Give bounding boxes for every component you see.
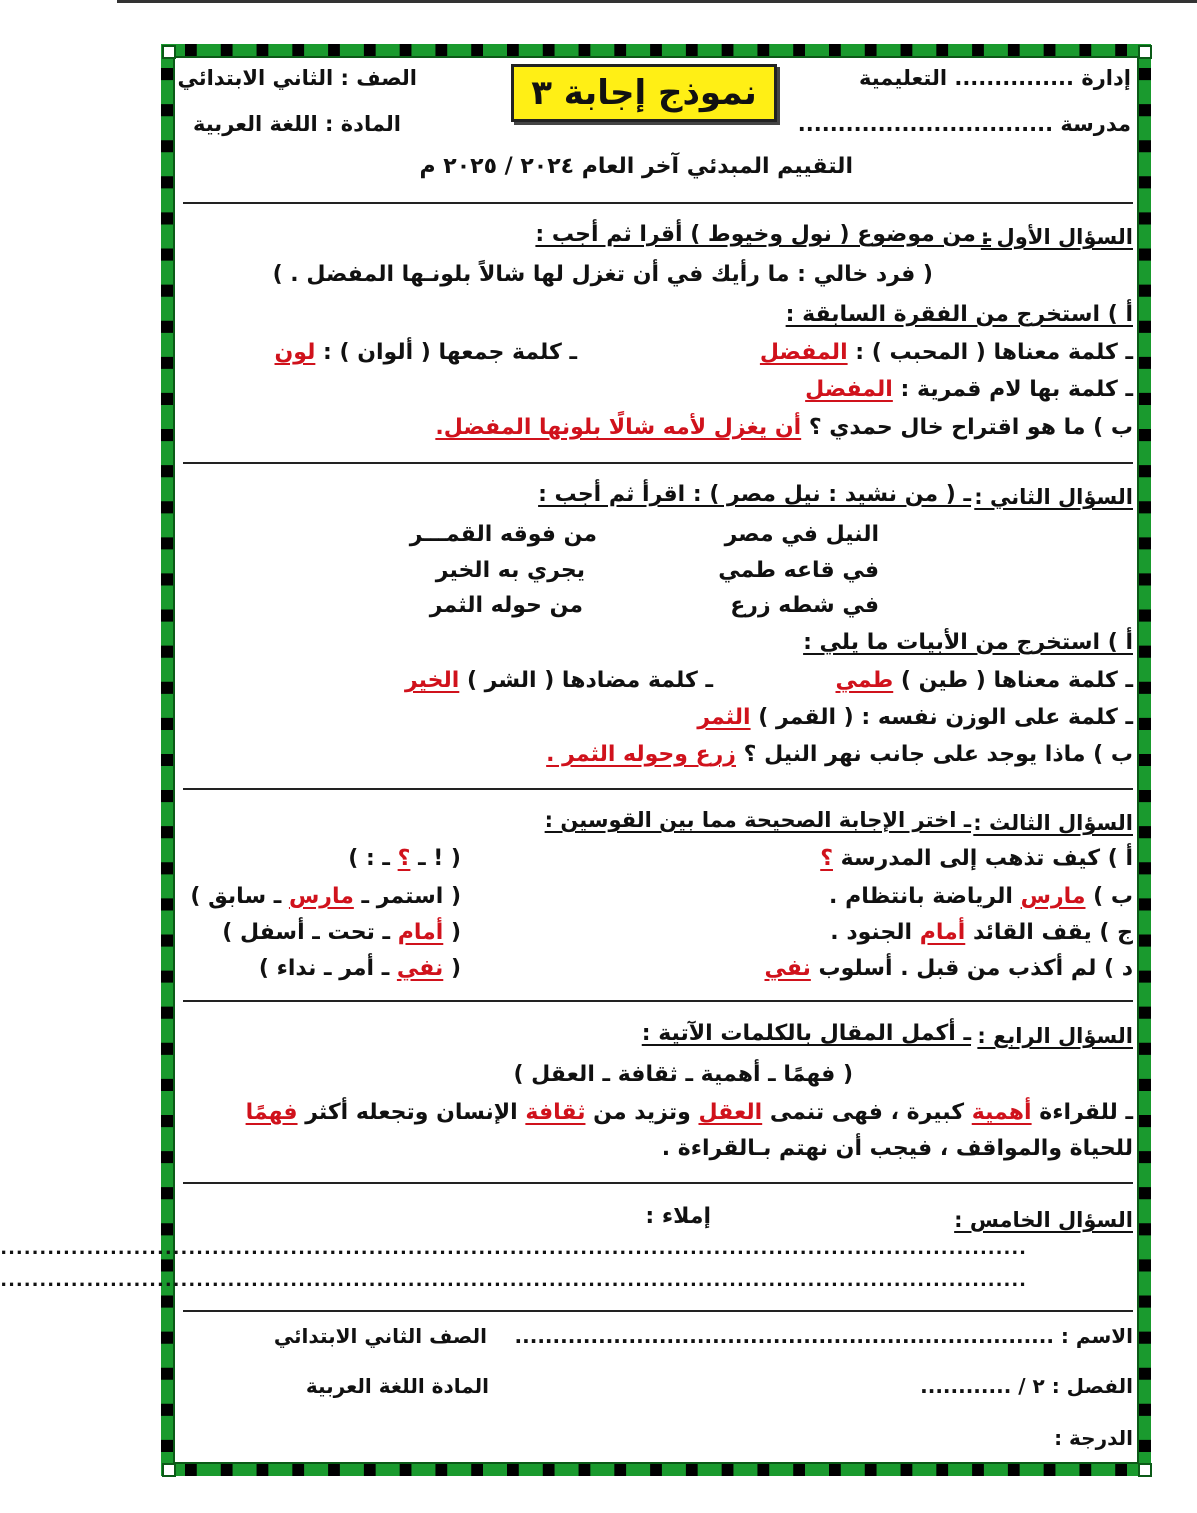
q4-instruction: ـ أكمل المقال بالكلمات الآتية : — [641, 1021, 971, 1046]
class-field-label: الفصل : ٢ / ............ — [920, 1374, 1133, 1398]
q2-part-b-question: ب ) ماذا يوجد على جانب نهر النيل ؟ — [743, 742, 1133, 767]
q4-paragraph-line-1: ـ للقراءة أهمية كبيرة ، فهى تنمى العقل وتزيد من ثقافة الإنسان وتجعله أكثر فهمًا — [245, 1100, 1133, 1125]
verse-3-right: في شطه زرع — [730, 593, 879, 618]
q1-part-a: أ ) استخرج من الفقرة السابقة : — [785, 302, 1133, 327]
q3-item-a: أ ) كيف تذهب إلى المدرسة ؟ — [820, 846, 1133, 871]
score-field-label: الدرجة : — [1054, 1426, 1133, 1450]
q1-synonym-question: ـ كلمة معناها ( المحبب ) : — [855, 340, 1133, 365]
q1-lam-answer: المفضل — [805, 377, 893, 402]
divider — [183, 202, 1133, 204]
q3-item-c-options: ( أمام ـ تحت ـ أسفل ) — [222, 920, 461, 945]
verse-3-left: من حوله الثمر — [429, 593, 583, 618]
q2-rhyme-question: ـ كلمة على الوزن نفسه : ( القمر ) — [758, 705, 1133, 730]
corner-ornament-icon — [162, 45, 176, 59]
q1-part-b-question: ب ) ما هو اقتراح خال حمدي ؟ — [808, 415, 1133, 440]
dictation-line: ................................................................................................................................... — [0, 1270, 1027, 1291]
divider — [183, 1310, 1133, 1312]
q1-part-b-row — [435, 415, 1133, 440]
q4-heading: السؤال الرابع : — [977, 1024, 1133, 1048]
footer-subject-text: المادة اللغة العربية — [305, 1374, 489, 1398]
q2-heading: السؤال الثاني : — [974, 485, 1133, 509]
q1-synonym-row — [760, 340, 1133, 365]
q2-rhyme-row — [697, 705, 1133, 730]
q4-answer-3: ثقافة — [525, 1100, 586, 1125]
q1-part-b-answer: أن يغزل لأمه شالًا بلونها المفضل. — [435, 415, 802, 440]
verse-1-right: النيل في مصر — [724, 522, 879, 547]
verse-2-left: يجري به الخير — [435, 558, 585, 583]
dictation-line: ................................................................................................................................... — [0, 1238, 1027, 1259]
q2-part-b-answer: زرع وحوله الثمر . — [546, 742, 736, 767]
top-edge-line — [117, 0, 1197, 3]
q3-item-d: د ) لم أكذب من قبل . أسلوب نفي — [764, 956, 1133, 981]
subject-label: المادة : اللغة العربية — [193, 112, 401, 136]
corner-ornament-icon — [1138, 1463, 1152, 1477]
q4-answer-4: فهمًا — [245, 1100, 298, 1125]
q4-paragraph-line-2: للحياة والمواقف ، فيجب أن نهتم بـالقراءة . — [661, 1136, 1133, 1161]
q3-item-d-options: ( نفي ـ أمر ـ نداء ) — [258, 956, 461, 981]
q3-item-d-answer: نفي — [764, 956, 811, 981]
divider — [183, 788, 1133, 790]
divider — [183, 1000, 1133, 1002]
q1-passage: ( فرد خالي : ما رأيك في أن تغزل لها شالاً بلونـها المفضل . ) — [272, 262, 933, 287]
admin-label: إدارة ............... التعليمية — [859, 66, 1131, 90]
q2-synonym-answer: طمي — [835, 668, 894, 693]
q2-part-a: أ ) استخرج من الأبيات ما يلي : — [803, 630, 1133, 655]
q2-antonym-row — [405, 668, 713, 693]
q3-item-c-answer: أمام — [919, 920, 966, 945]
q2-part-b-row — [546, 742, 1133, 767]
verse-1-left: من فوقه القمـــر — [409, 522, 597, 547]
name-field-label: الاسم : ....................................................................... — [514, 1324, 1133, 1348]
answer-model-badge: نموذج إجابة ٣ — [511, 64, 777, 122]
q1-heading: السؤال الأول : — [980, 225, 1133, 249]
corner-ornament-icon — [162, 1463, 176, 1477]
q4-answer-1: أهمية — [971, 1100, 1032, 1125]
q3-item-b: ب ) مارس الرياضة بانتظام . — [829, 884, 1133, 909]
q1-plural-answer: لون — [274, 340, 316, 365]
q2-synonym-row — [836, 668, 1134, 693]
q5-dictation-label: إملاء : — [645, 1204, 711, 1229]
school-label: مدرسة ................................ — [797, 112, 1131, 136]
q4-answer-2: العقل — [698, 1100, 763, 1125]
q3-instruction: ـ اختر الإجابة الصحيحة مما بين القوسين : — [544, 808, 971, 832]
q1-plural-question: ـ كلمة جمعها ( ألوان ) : — [323, 340, 577, 365]
divider — [183, 462, 1133, 464]
corner-ornament-icon — [1138, 45, 1152, 59]
divider — [183, 1182, 1133, 1184]
q3-item-b-answer: مارس — [1020, 884, 1086, 909]
q2-antonym-answer: الخير — [404, 668, 460, 693]
q2-instruction: ـ ( من نشيد : نيل مصر ) : اقرأ ثم أجب : — [538, 482, 971, 507]
footer-grade-text: الصف الثاني الابتدائي — [273, 1324, 487, 1348]
q5-heading: السؤال الخامس : — [954, 1208, 1133, 1232]
exam-title: التقييم المبدئي آخر العام ٢٠٢٤ / ٢٠٢٥ م — [419, 154, 853, 179]
q2-antonym-question: ـ كلمة مضادها ( الشر ) — [466, 668, 713, 693]
q3-item-c: ج ) يقف القائد أمام الجنود . — [830, 920, 1133, 945]
q3-item-b-options: ( استمر ـ مارس ـ سابق ) — [190, 884, 461, 909]
q3-heading: السؤال الثالث : — [973, 811, 1133, 835]
q1-plural-row — [275, 340, 577, 365]
q3-item-a-answer: ؟ — [820, 846, 833, 871]
grade-label: الصف : الثاني الابتدائي — [177, 66, 417, 90]
q1-synonym-answer: المفضل — [759, 340, 848, 365]
q3-item-a-options: ( ! ـ ؟ ـ : ) — [348, 846, 461, 871]
q1-lam-question: ـ كلمة بها لام قمرية : — [900, 377, 1133, 402]
q2-synonym-question: ـ كلمة معناها ( طين ) — [900, 668, 1133, 693]
q1-instruction: ـ من موضوع ( نول وخيوط ) أقرا ثم أجب : — [535, 222, 991, 247]
verse-2-right: في قاعه طمي — [718, 558, 879, 583]
q2-rhyme-answer: الثمر — [697, 705, 751, 730]
q1-lam-row — [805, 377, 1133, 402]
q4-word-bank: ( فهمًا ـ أهمية ـ ثقافة ـ العقل ) — [513, 1062, 853, 1087]
